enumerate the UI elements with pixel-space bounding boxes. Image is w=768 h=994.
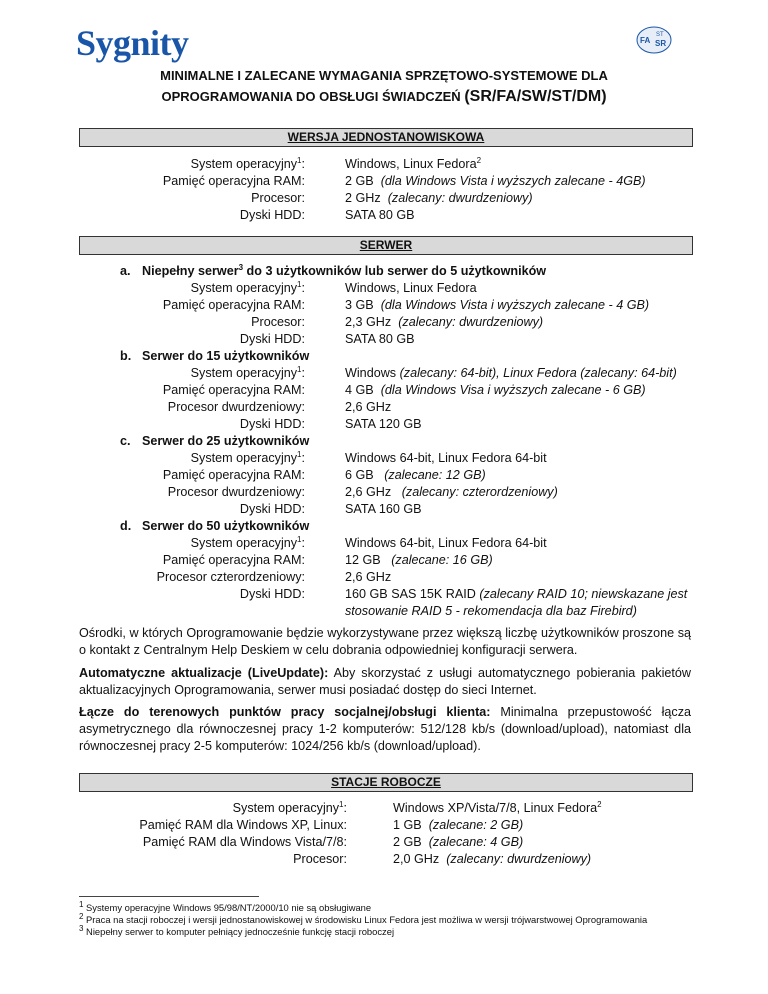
single-ram-label: Pamięć operacyjna RAM: bbox=[162, 174, 305, 188]
server-b-hdd-value: SATA 120 GB bbox=[345, 417, 422, 431]
server-a-ram-value: 3 GB (dla Windows Vista i wyższych zalecane - 4 GB) bbox=[345, 298, 650, 312]
footnote-separator bbox=[79, 896, 259, 897]
single-hdd-value: SATA 80 GB bbox=[345, 208, 415, 222]
server-b-title: b. Serwer do 15 użytkowników bbox=[120, 349, 310, 363]
server-d-hdd-value: 160 GB SAS 15K RAID (zalecany RAID 10; niewskazane jest bbox=[345, 587, 688, 601]
single-os-label: System operacyjny$^1$: bbox=[190, 155, 305, 171]
single-cpu-value: 2 GHz (zalecany: dwurdzeniowy) bbox=[345, 191, 533, 205]
ws-cpu-label: Procesor: bbox=[293, 852, 347, 866]
badge-label-sr: SR bbox=[655, 39, 667, 48]
ws-os-value: Windows XP/Vista/7/8, Linux Fedora$^2$ bbox=[393, 799, 602, 815]
server-c-os-label: System operacyjny$^1$: bbox=[190, 449, 305, 465]
doc-title-line1: MINIMALNE I ZALECANE WYMAGANIA SPRZĘTOWO-SYSTEMOWE DLA bbox=[160, 68, 608, 83]
single-os-value: Windows, Linux Fedora$^2$ bbox=[345, 155, 482, 171]
server-a-hdd-value: SATA 80 GB bbox=[345, 332, 415, 346]
footnote-3: $^3$ Niepełny serwer to komputer pełniący jednocześnie funkcję stacji roboczej bbox=[79, 923, 395, 937]
server-a-os-value: Windows, Linux Fedora bbox=[345, 281, 477, 295]
paragraph-helpdesk: Ośrodki, w których Oprogramowanie będzie wykorzystywane przez większą liczbę użytkowników proszone są o kontakt z Centralnym Help Deskiem w celu dobrania odpowiedniej konfiguracji serwera. bbox=[79, 626, 691, 657]
ws-ram-xp-value: 1 GB (zalecane: 2 GB) bbox=[393, 818, 524, 832]
server-b-cpu-value: 2,6 GHz bbox=[345, 400, 392, 414]
server-b-hdd-label: Dyski HDD: bbox=[239, 417, 305, 431]
server-b-ram-value: 4 GB (dla Windows Visa i wyższych zalecane - 6 GB) bbox=[345, 383, 646, 397]
server-d-cpu-label: Procesor czterordzeniowy: bbox=[156, 570, 305, 584]
server-c-cpu-label: Procesor dwurdzeniowy: bbox=[167, 485, 305, 499]
server-c-ram-label: Pamięć operacyjna RAM: bbox=[162, 468, 305, 482]
single-hdd-label: Dyski HDD: bbox=[239, 208, 305, 222]
paragraph-bandwidth: Łącze do terenowych punktów pracy socjalnej/obsługi klienta: Minimalna przepustowość łącza asymetrycznego dla równoczesnej pracy 1-2 komputerów: 512/128 kb/s (download/upload), natomiast dla równoczesnej pracy 2-5 komputerów: 1024/256 kb/s (download/upload). bbox=[79, 705, 691, 753]
doc-title-line2: OPROGRAMOWANIA DO OBSŁUGI ŚWIADCZEŃ (SR/FA/SW/ST/DM) bbox=[161, 88, 607, 105]
server-d-ram-value: 12 GB (zalecane: 16 GB) bbox=[345, 553, 493, 567]
server-d-hdd-note: stosowanie RAID 5 - rekomendacja dla baz Firebird) bbox=[345, 604, 637, 618]
section-header-workstations: STACJE ROBOCZE bbox=[79, 773, 693, 792]
ws-ram-vista-value: 2 GB (zalecane: 4 GB) bbox=[393, 835, 524, 849]
paragraph-liveupdate: Automatyczne aktualizacje (LiveUpdate): Aby skorzystać z usługi automatycznego pobierania pakietów aktualizacyjnych Oprogramowania, serwer musi posiadać dostęp do sieci Internet. bbox=[79, 666, 691, 697]
server-c-title: c. Serwer do 25 użytkowników bbox=[120, 434, 310, 448]
single-cpu-label: Procesor: bbox=[251, 191, 305, 205]
sygnity-logo: Sygnity bbox=[76, 23, 189, 63]
section-header-single: WERSJA JEDNOSTANOWISKOWA bbox=[79, 128, 693, 147]
server-c-ram-value: 6 GB (zalecane: 12 GB) bbox=[345, 468, 486, 482]
server-d-hdd-label: Dyski HDD: bbox=[239, 587, 305, 601]
server-b-cpu-label: Procesor dwurdzeniowy: bbox=[167, 400, 305, 414]
footnote-1: $^1$ Systemy operacyjne Windows 95/98/NT/2000/10 nie są obsługiwane bbox=[79, 899, 372, 913]
server-d-title: d. Serwer do 50 użytkowników bbox=[120, 519, 310, 533]
server-c-hdd-value: SATA 160 GB bbox=[345, 502, 422, 516]
server-b-os-value: Windows (zalecany: 64-bit), Linux Fedora (zalecany: 64-bit) bbox=[345, 366, 677, 380]
server-c-os-value: Windows 64-bit, Linux Fedora 64-bit bbox=[345, 451, 547, 465]
ws-cpu-value: 2,0 GHz (zalecany: dwurdzeniowy) bbox=[393, 852, 592, 866]
ws-ram-vista-label: Pamięć RAM dla Windows Vista/7/8: bbox=[142, 835, 347, 849]
server-b-ram-label: Pamięć operacyjna RAM: bbox=[162, 383, 305, 397]
server-d-ram-label: Pamięć operacyjna RAM: bbox=[162, 553, 305, 567]
server-a-ram-label: Pamięć operacyjna RAM: bbox=[162, 298, 305, 312]
server-a-os-label: System operacyjny$^1$: bbox=[190, 279, 305, 295]
ws-os-label: System operacyjny$^1$: bbox=[232, 799, 347, 815]
server-d-os-value: Windows 64-bit, Linux Fedora 64-bit bbox=[345, 536, 547, 550]
section-header-server: SERWER bbox=[79, 236, 693, 255]
server-d-cpu-value: 2,6 GHz bbox=[345, 570, 392, 584]
ws-ram-xp-label: Pamięć RAM dla Windows XP, Linux: bbox=[139, 818, 347, 832]
server-a-cpu-value: 2,3 GHz (zalecany: dwurdzeniowy) bbox=[345, 315, 544, 329]
server-a-cpu-label: Procesor: bbox=[251, 315, 305, 329]
server-b-os-label: System operacyjny$^1$: bbox=[190, 364, 305, 380]
single-ram-value: 2 GB (dla Windows Vista i wyższych zalecane - 4GB) bbox=[345, 174, 646, 188]
server-a-title: a. Niepełny serwer$^3$ do 3 użytkowników lub serwer do 5 użytkowników bbox=[120, 262, 547, 278]
server-c-hdd-label: Dyski HDD: bbox=[239, 502, 305, 516]
server-d-os-label: System operacyjny$^1$: bbox=[190, 534, 305, 550]
footnote-2: $^2$ Praca na stacji roboczej i wersji jednostanowiskowej w środowisku Linux Fedora jest możliwa w wersji trójwarstwowej Oprogramowania bbox=[79, 911, 648, 925]
server-c-cpu-value: 2,6 GHz (zalecany: czterordzeniowy) bbox=[345, 485, 558, 499]
server-a-hdd-label: Dyski HDD: bbox=[239, 332, 305, 346]
product-badge-icon bbox=[636, 26, 672, 54]
badge-label-st: ST bbox=[656, 32, 664, 38]
badge-label-fa: FA bbox=[640, 36, 651, 45]
